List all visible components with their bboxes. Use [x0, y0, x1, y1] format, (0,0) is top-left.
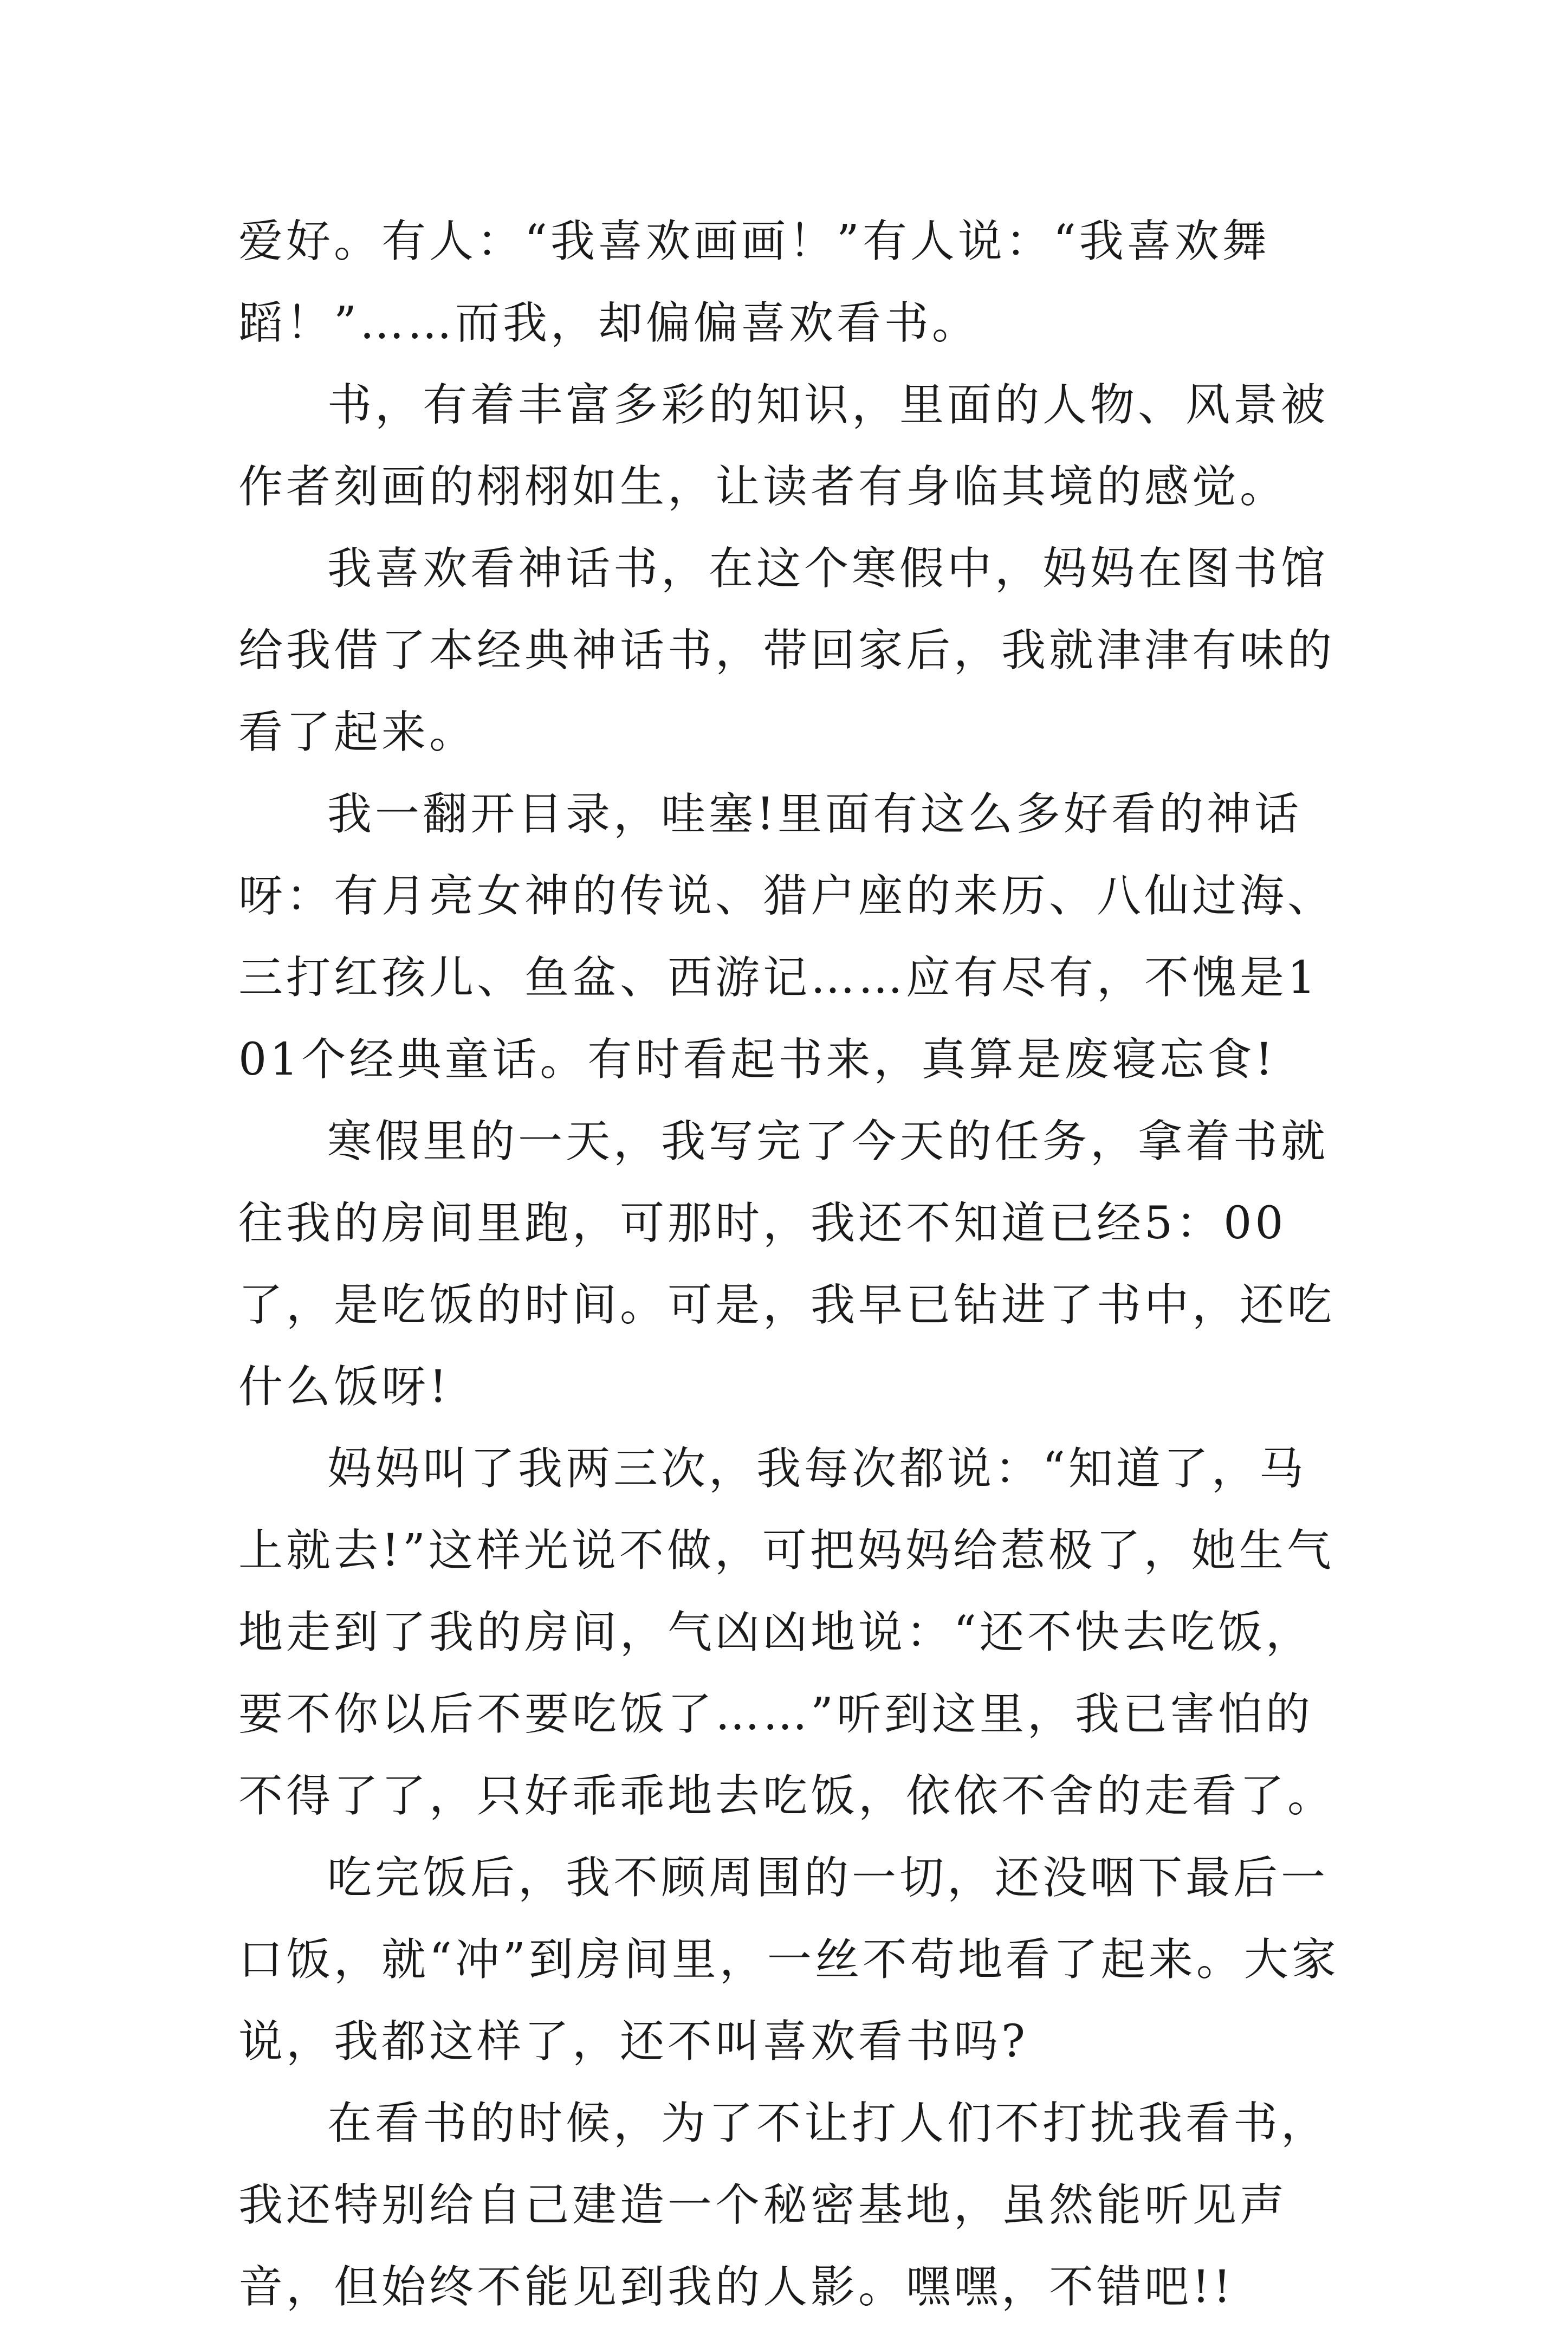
paragraph-3: 我喜欢看神话书，在这个寒假中，妈妈在图书馆给我借了本经典神话书，带回家后，我就津津有味的看了起来。 [238, 543, 1336, 758]
paragraph-4: 我一翻开目录，哇塞!里面有这么多好看的神话呀：有月亮女神的传说、猎户座的来历、八仙过海、三打红孩儿、鱼盆、西游记……应有尽有，不愧是101个经典童话。有时看起书来，真算是废寝忘食! [238, 788, 1336, 1085]
paragraph-6: 妈妈叫了我两三次，我每次都说：“知道了，马上就去!”这样光说不做，可把妈妈给惹极了，她生气地走到了我的房间，气凶凶地说：“还不快去吃饭，要不你以后不要吃饭了……”听到这里，我已害怕的不得了了，只好乖乖地去吃饭，依依不舍的走看了。 [238, 1443, 1336, 1822]
essay-body [238, 201, 1344, 2328]
paragraph-2: 书，有着丰富多彩的知识，里面的人物、风景被作者刻画的栩栩如生，让读者有身临其境的感觉。 [238, 379, 1329, 513]
paragraph-1: 爱好。有人：“我喜欢画画！”有人说：“我喜欢舞蹈！”……而我，却偏偏喜欢看书。 [238, 216, 1270, 349]
paragraph-7: 吃完饭后，我不顾周围的一切，还没咽下最后一口饭，就“冲”到房间里，一丝不苟地看了起来。大家说，我都这样了，还不叫喜欢看书吗? [238, 1852, 1339, 2067]
paragraph-8: 在看书的时候，为了不让打人们不打扰我看书，我还特别给自己建造一个秘密基地，虽然能听见声音，但始终不能见到我的人影。嘿嘿，不错吧!! [238, 2098, 1329, 2313]
paragraph-5: 寒假里的一天，我写完了今天的任务，拿着书就往我的房间里跑，可那时，我还不知道已经5：00了，是吃饭的时间。可是，我早已钻进了书中，还吃什么饭呀! [238, 1116, 1336, 1413]
